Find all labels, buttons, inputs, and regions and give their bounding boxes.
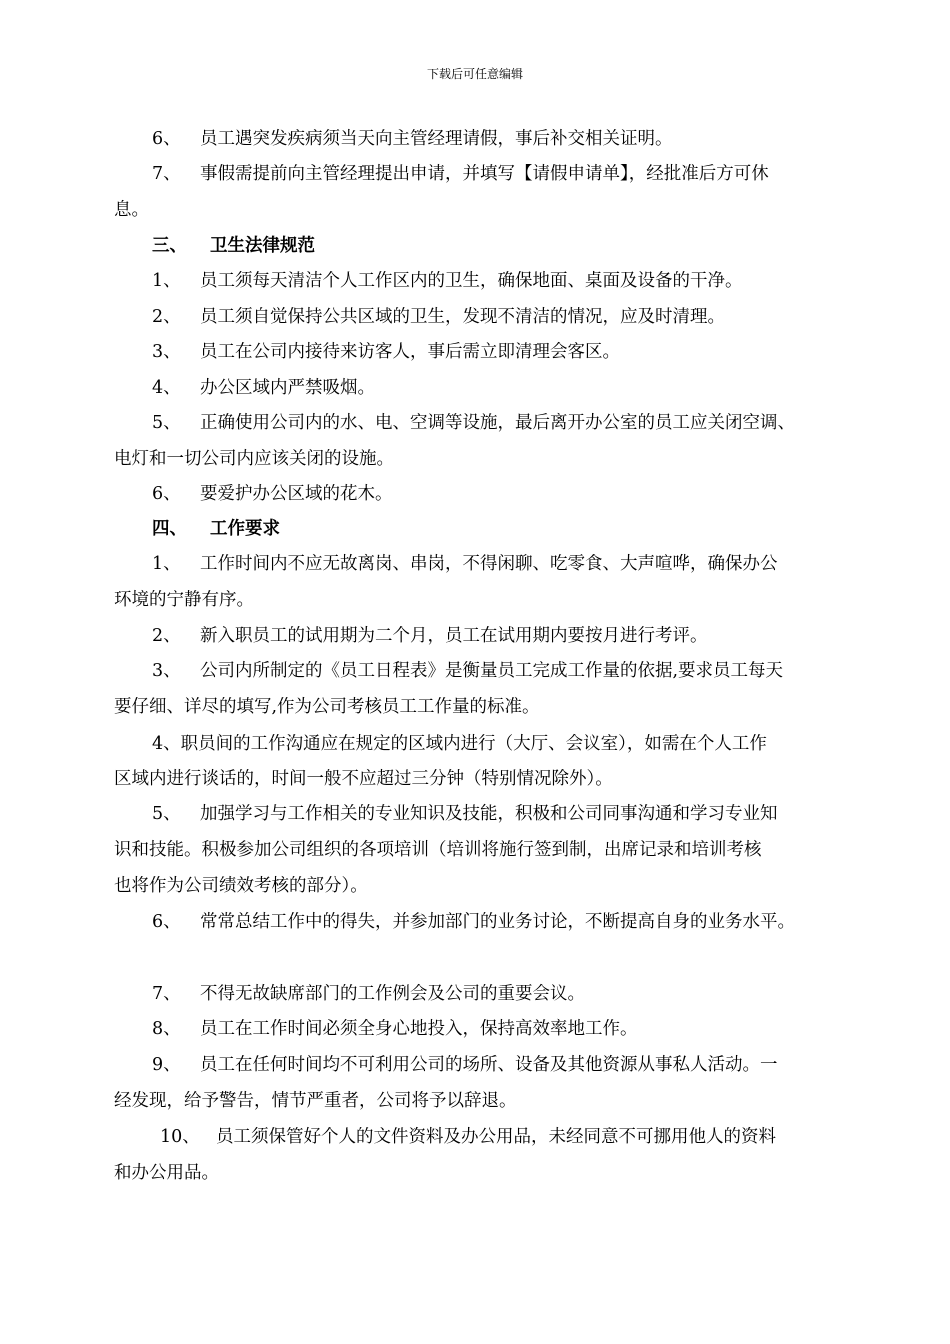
item-number: 6、 (152, 484, 181, 504)
rule-line (152, 163, 769, 185)
section-title: 卫生法律规范 (210, 236, 315, 256)
rule-line (152, 553, 778, 575)
item-number: 3、 (152, 661, 181, 681)
rule-line (152, 911, 795, 933)
continuation-line: 和办公用品。 (114, 1163, 219, 1183)
rule-line (152, 412, 795, 434)
item-number: 6、 (152, 912, 181, 932)
rule-line (152, 128, 673, 150)
item-text: 正确使用公司内的水、电、空调等设施，最后离开办公室的员工应关闭空调、 (200, 413, 795, 433)
item-number: 8、 (152, 1019, 181, 1039)
rule-line (152, 306, 725, 328)
item-number: 1、 (152, 271, 181, 291)
item-text: 办公区域内严禁吸烟。 (200, 378, 375, 398)
continuation-line: 电灯和一切公司内应该关闭的设施。 (114, 449, 394, 469)
item-number: 9、 (152, 1055, 181, 1075)
item-text: 员工须每天清洁个人工作区内的卫生，确保地面、桌面及设备的干净。 (200, 271, 743, 291)
rule-line (160, 1126, 776, 1148)
rule-line: 4、职员间的工作沟通应在规定的区域内进行（大厅、会议室），如需在个人工作 (152, 734, 767, 754)
continuation-line: 识和技能。积极参加公司组织的各项培训（培训将施行签到制，出席记录和培训考核 (114, 840, 762, 860)
section-title: 工作要求 (210, 519, 280, 539)
continuation-line: 息。 (114, 200, 149, 220)
item-text: 新入职员工的试用期为二个月，员工在试用期内要按月进行考评。 (200, 626, 708, 646)
item-number: 6、 (152, 129, 181, 149)
item-text: 员工须保管好个人的文件资料及办公用品，未经同意不可挪用他人的资料 (216, 1127, 776, 1147)
rule-line (152, 341, 620, 363)
item-text: 公司内所制定的《员工日程表》是衡量员工完成工作量的依据,要求员工每天 (200, 661, 784, 681)
item-text: 事假需提前向主管经理提出申请，并填写【请假申请单】，经批准后方可休 (200, 164, 769, 184)
item-text: 员工在任何时间均不可利用公司的场所、设备及其他资源从事私人活动。一 (200, 1055, 778, 1075)
item-number: 5、 (152, 804, 181, 824)
item-number: 1、 (152, 554, 181, 574)
item-number: 7、 (152, 984, 181, 1004)
rule-line (152, 483, 393, 505)
item-number: 4、 (152, 378, 181, 398)
item-number: 2、 (152, 626, 181, 646)
continuation-line: 区域内进行谈话的，时间一般不应超过三分钟（特别情况除外）。 (114, 769, 613, 789)
item-number: 7、 (152, 164, 181, 184)
item-number: 2、 (152, 307, 181, 327)
continuation-line: 也将作为公司绩效考核的部分）。 (114, 876, 368, 896)
item-text: 员工须自觉保持公共区域的卫生，发现不清洁的情况，应及时清理。 (200, 307, 725, 327)
rule-line (152, 270, 743, 292)
item-number: 5、 (152, 413, 181, 433)
item-number: 3、 (152, 342, 181, 362)
item-text: 员工遇突发疾病须当天向主管经理请假，事后补交相关证明。 (200, 129, 673, 149)
continuation-line: 环境的宁静有序。 (114, 590, 254, 610)
rule-line (152, 1018, 638, 1040)
rule-line (152, 377, 375, 399)
rule-line (152, 983, 585, 1005)
rule-line (152, 1054, 778, 1076)
section-heading (152, 518, 280, 540)
section-number: 四、 (152, 519, 187, 539)
rule-line (152, 660, 783, 682)
item-text: 不得无故缺席部门的工作例会及公司的重要会议。 (200, 984, 585, 1004)
item-text: 要爱护办公区域的花木。 (200, 484, 393, 504)
continuation-line: 要仔细、详尽的填写,作为公司考核员工工作量的标准。 (114, 697, 540, 717)
page-header: 下载后可任意编辑 (426, 67, 523, 81)
section-heading (152, 235, 315, 257)
section-number: 三、 (152, 236, 187, 256)
item-text: 员工在公司内接待来访客人，事后需立即清理会客区。 (200, 342, 620, 362)
rule-line (152, 803, 778, 825)
item-text: 员工在工作时间必须全身心地投入，保持高效率地工作。 (200, 1019, 638, 1039)
item-text: 工作时间内不应无故离岗、串岗，不得闲聊、吃零食、大声喧哗，确保办公 (200, 554, 778, 574)
item-text: 常常总结工作中的得失，并参加部门的业务讨论，不断提高自身的业务水平。 (200, 912, 795, 932)
item-text: 加强学习与工作相关的专业知识及技能，积极和公司同事沟通和学习专业知 (200, 804, 778, 824)
item-number: 10、 (160, 1127, 200, 1147)
rule-line (152, 625, 708, 647)
continuation-line: 经发现，给予警告，情节严重者，公司将予以辞退。 (114, 1091, 517, 1111)
